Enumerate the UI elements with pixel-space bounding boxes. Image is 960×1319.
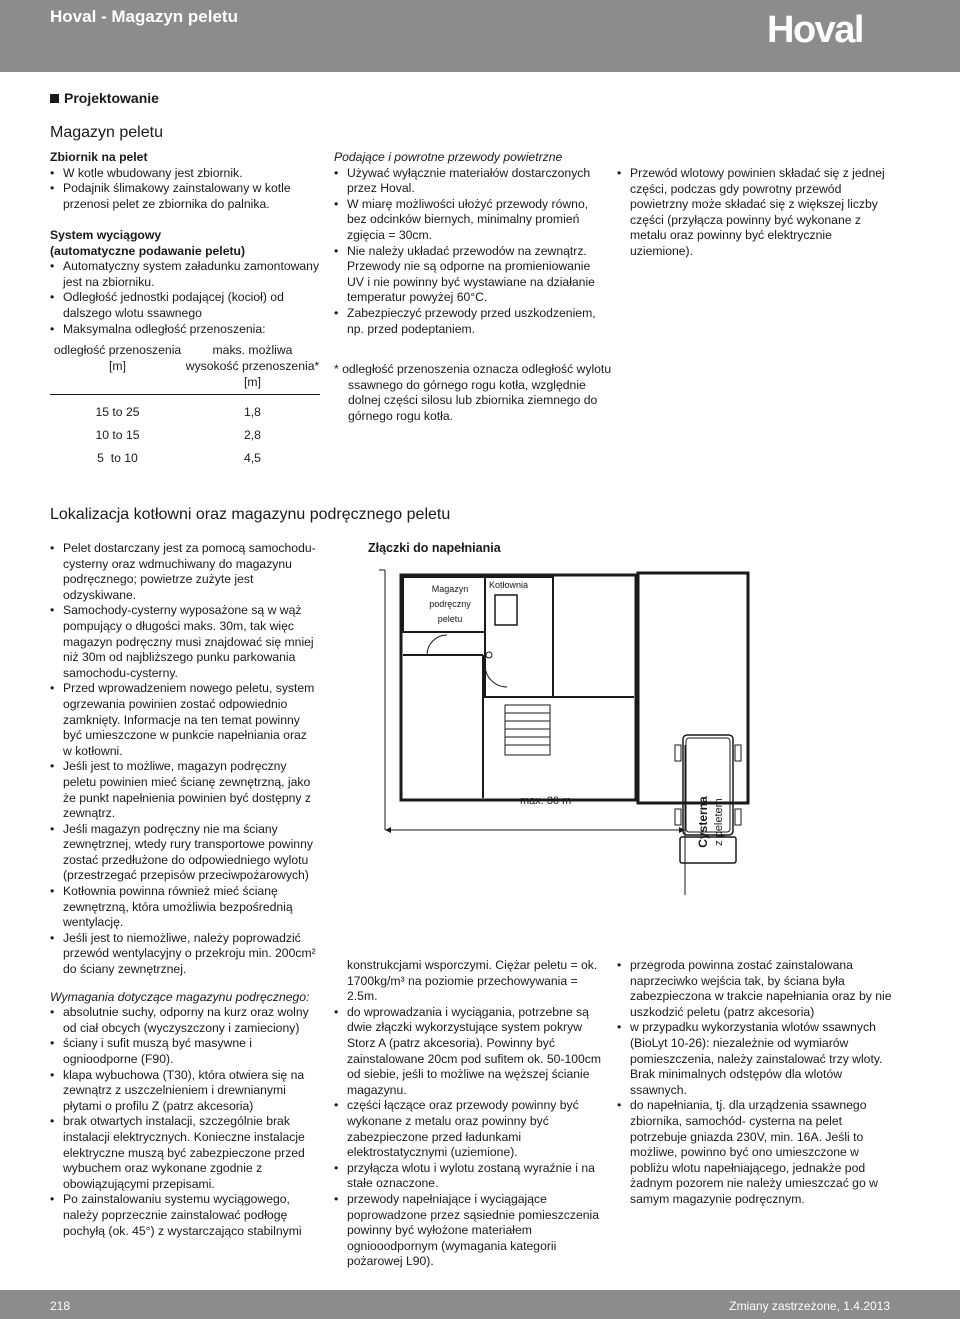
list-item: • w przypadku wykorzystania wlotów ssawnych (BioLyt 10-26): niezależnie od wymiarów pomieszczenia, należy zainstalować trzy wloty. Brak minimalnych odstępów dla wlotów ssawnych. xyxy=(617,1020,895,1098)
list-item: • Jeśli magazyn podręczny nie ma ściany zewnętrznej, wtedy rury transportowe powinny zostać przedłużone do odpowiedniego wylotu (przestrzegać przepisów przeciwpożarowych) xyxy=(50,822,318,884)
list-item: • Po zainstalowaniu systemu wyciągowego, należy poprzecznie zainstalować podłogę pochyłą (ok. 45°) z wystarczająco stabilnymi xyxy=(50,1192,318,1239)
list-item: • Przed wprowadzeniem nowego peletu, system ogrzewania powinien zostać odpowiednio zamknięty. Informacje na ten temat powinny być umieszczone w punkcie napełniania oraz w kotłowni. xyxy=(50,681,318,759)
filling-list xyxy=(334,1005,604,1270)
table-cell: 4,5 xyxy=(244,450,261,465)
list-item: • Używać wyłącznie materiałów dostarczonych przez Hoval. xyxy=(334,166,602,197)
hoval-logo: Hoval xyxy=(767,9,863,51)
storage-label-line: peletu xyxy=(437,614,463,624)
col1-bottom xyxy=(50,541,318,1239)
inlet-list xyxy=(617,166,895,260)
list-item: • Kotłownia powinna również mieć ścianę zewnętrzną, która umożliwia bezpośrednią wentylację. xyxy=(50,884,318,931)
list-item: • Automatyczny system załadunku zamontowany jest na zbiorniku. xyxy=(50,259,320,290)
suction-subheading: (automatyczne podawanie peletu) xyxy=(50,243,246,258)
square-bullet-icon xyxy=(50,94,59,103)
storage-label-line: Magazyn xyxy=(431,584,469,594)
list-item: • brak otwartych instalacji, szczególnie brak instalacji elektrycznych. Konieczne instalacje elektryczne muszą być zabezpieczone przed wybuchem oraz wykonane zgodnie z obowiązującymi przepisami. xyxy=(50,1114,318,1192)
list-item: • części łączące oraz przewody powinny być wykonane z metalu oraz powinny być zabezpieczone przed ładunkami elektrostatycznymi (uziemione). xyxy=(334,1098,604,1160)
table-cell: 10 to 15 xyxy=(95,427,140,442)
requirements-heading: Wymagania dotyczące magazynu podręcznego: xyxy=(50,989,310,1004)
stairs xyxy=(505,705,550,755)
section-title: Magazyn peletu xyxy=(50,124,163,141)
col1-top xyxy=(50,150,320,337)
footnote: * odległość przenoszenia oznacza odległość wylotu ssawnego do górnego rogu kotła, względnie dolnej części silosu lub zbiornika ziemnego do górnego rogu kotła. xyxy=(334,362,612,423)
table-cell: 1,8 xyxy=(244,404,261,419)
list-item: • W miarę możliwości ułożyć przewody równo, bez odcinków biernych, minimalny promień zgięcia = 30cm. xyxy=(334,197,602,244)
boiler-icon xyxy=(495,595,517,625)
list-item: • do wprowadzania i wyciągania, potrzebne są dwie złączki wykorzystujące system pokryw Storz A (patrz akcesoria). Powinny być zainstalowane 20cm pod sufitem ok. 50-100cm od siebie, jeśli to możliwe na węższej ścianie magazynu. xyxy=(334,1005,604,1099)
list-item: • Podajnik ślimakowy zainstalowany w kotle przenosi pelet ze zbiornika do palnika. xyxy=(50,181,320,212)
list-item: • Maksymalna odległość przenoszenia: xyxy=(50,322,320,338)
col2-top xyxy=(334,150,602,337)
distance-label: max. 30 m xyxy=(520,795,572,807)
boiler-room-label: Kotłownia xyxy=(489,580,529,590)
list-item: • Odległość jednostki podającej (kocioł) od dalszego wlotu ssawnego xyxy=(50,290,320,321)
col3-top xyxy=(617,166,895,260)
table-cell: 5 to 10 xyxy=(97,450,138,465)
table-cell: 15 to 25 xyxy=(95,404,140,419)
list-item: • przewody napełniające i wyciągające poprowadzone przez sąsiednie pomieszczenia powinny być wyłożone materiałem ogniooodpornym (wymagania kategorii pożarowej L90). xyxy=(334,1192,604,1270)
location-list xyxy=(50,541,318,978)
list-item: • Przewód wlotowy powinien składać się z jednej części, podczas gdy powrotny przewód powietrzny może składać się z większej liczby części (przyłącza powinny być wykonane z metalu oraz powinny być elektrycznie uziemione). xyxy=(617,166,895,260)
air-lines-list xyxy=(334,166,602,338)
table-header: odległość przenoszenia [m] xyxy=(53,343,182,373)
page-number: 218 xyxy=(50,1299,71,1313)
list-item: • absolutnie suchy, odporny na kurz oraz wolny od ciał obcych (wyczyszczony i zamieciony) xyxy=(50,1005,318,1036)
list-item: • Jeśli jest to możliwe, magazyn podręczny peletu powinien mieć ścianę zewnętrzną, jako że punkt napełnienia powinien być dostępny z zewnątrz. xyxy=(50,759,318,821)
list-item: • przegroda powinna zostać zainstalowana naprzeciwko wejścia tak, by ściana była zabezpieczona w trakcie napełniania oraz by nie uszkodzić peletu (patrz akcesoria) xyxy=(617,958,895,1020)
list-item: • Nie należy układać przewodów na zewnątrz. Przewody nie są odporne na promieniowanie UV i nie powinny być wystawiane na działanie temperatur powyżej 60°C. xyxy=(334,244,602,306)
page-header-title: Hoval - Magazyn peletu xyxy=(50,7,238,26)
garage-outline xyxy=(638,573,748,803)
figure-title: Złączki do napełniania xyxy=(368,541,501,555)
footer-note: Zmiany zastrzeżone, 1.4.2013 xyxy=(729,1299,890,1313)
list-item: • przyłącza wlotu i wylotu zostaną wyraźnie i na stałe oznaczone. xyxy=(334,1161,604,1192)
col3-bottom xyxy=(617,958,895,1208)
section-label xyxy=(50,89,159,107)
section-label-text: Projektowanie xyxy=(64,90,159,106)
barrier-list xyxy=(617,958,895,1208)
table-header: maks. możliwa wysokość przenoszenia* [m] xyxy=(185,343,320,389)
list-item: • Pelet dostarczany jest za pomocą samochodu-cysterny oraz wdmuchiwany do magazynu podręcznego; powietrze zużyte jest odzyskiwane. xyxy=(50,541,318,603)
list-item: • do napełniania, tj. dla urządzenia ssawnego zbiornika, samochód- cysterna na pelet potrzebuje gniazda 230V, min. 16A. Jeśli to możliwe, powinno być ono umieszczone w pobliżu wlotu napełniającego, jednakże pod żadnym pozorem nie należy umieszczać go w samym magazynie podręcznym. xyxy=(617,1098,895,1207)
suction-list xyxy=(50,259,320,337)
requirements-list xyxy=(50,1005,318,1239)
table-cell: 2,8 xyxy=(244,427,261,442)
list-item: • klapa wybuchowa (T30), która otwiera się na zewnątrz z uszczelnieniem i drewnianymi płytami o profilu Z (patrz akcesoria) xyxy=(50,1068,318,1115)
col2-bottom xyxy=(334,958,604,1270)
storage-label-line: podręczny xyxy=(429,599,471,609)
list-item: • Samochody-cysterny wyposażone są w wąż pompujący o długości maks. 30m, tak więc magazyn podręczny musi znajdować się mniej niż 30m od najbliższego punku parkowania samochodu-cysterny. xyxy=(50,603,318,681)
floor-plan-diagram xyxy=(355,555,755,935)
tank-heading: Zbiornik na pelet xyxy=(50,150,148,164)
continuation-text: konstrukcjami wsporczymi. Ciężar peletu = ok. 1700kg/m³ na poziomie przechowywania = 2.5m. xyxy=(347,958,598,1004)
truck-label: Cysterna xyxy=(696,796,710,848)
tank-list xyxy=(50,166,320,213)
list-item: • Zabezpieczyć przewody przed uszkodzeniem, np. przed podeptaniem. xyxy=(334,306,602,337)
storage-label xyxy=(423,582,477,627)
list-item: • ściany i sufit muszą być masywne i ognioodporne (F90). xyxy=(50,1036,318,1067)
suction-heading: System wyciągowy xyxy=(50,227,162,242)
air-lines-heading: Podające i powrotne przewody powietrzne xyxy=(334,150,563,164)
truck-sublabel: z peletem xyxy=(713,798,725,846)
distance-table xyxy=(50,342,320,470)
list-item: • Jeśli jest to niemożliwe, należy poprowadzić przewód wentylacyjny o przekroju min. 200cm² do ściany zewnętrznej. xyxy=(50,931,318,978)
section-title-2: Lokalizacja kotłowni oraz magazynu podręcznego peletu xyxy=(50,506,451,523)
list-item: • W kotle wbudowany jest zbiornik. xyxy=(50,166,320,182)
